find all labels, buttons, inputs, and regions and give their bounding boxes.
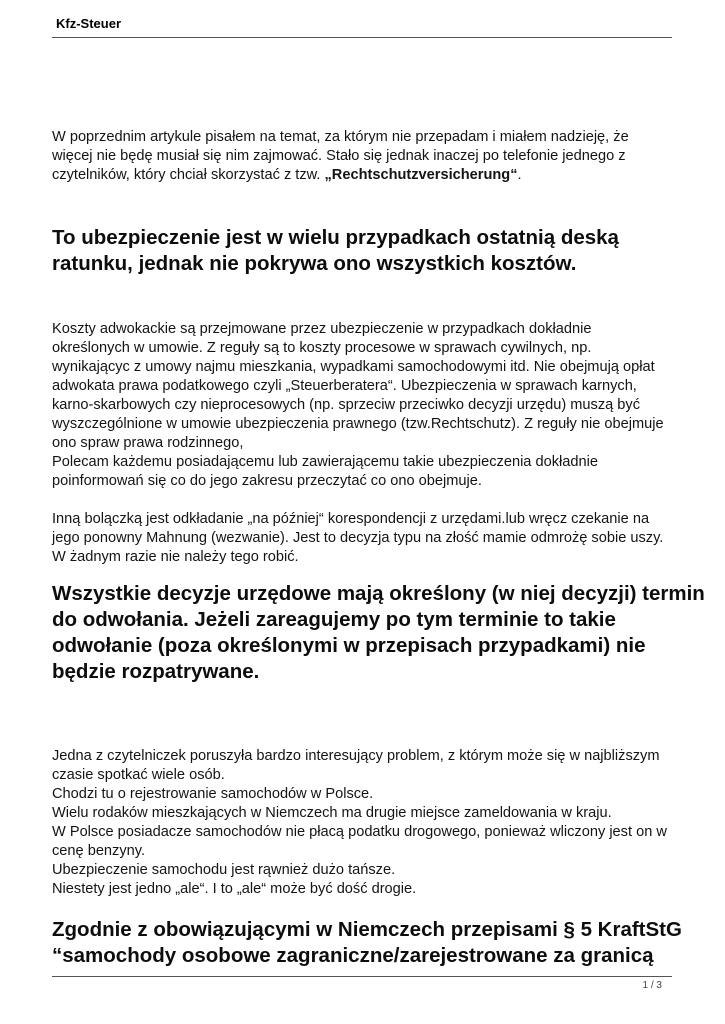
text-line: Inną bolączką jest odkładanie „na później“ korespondencji z urzędami.lub wręcz czekanie na [52,511,650,527]
text-line: W Polsce posiadacze samochodów nie płacą podatku drogowego, ponieważ wliczony jest on w [52,824,667,840]
text-line: karno-skarbowych czy nieprocesowych (np. sprzeciw przeciwko decyzji urzędu) muszą być [52,397,641,413]
section-heading [52,225,677,277]
heading-line: odwołanie (poza określonymi w przepisach przypadkami) nie [52,634,646,657]
text-line: Wielu rodaków mieszkających w Niemczech ma drugie miejsce zameldowania w kraju. [52,805,612,821]
costs-paragraph [52,320,677,491]
heading-line: “samochody osobowe zagraniczne/zarejestrowane za granicą [52,944,654,967]
text-line: Koszty adwokackie są przejmowane przez ubezpieczenie w przypadkach dokładnie [52,321,592,337]
intro-paragraph [52,128,677,185]
text-line: W żadnym razie nie należy tego robić. [52,549,299,565]
text-line: adwokata prawa podatkowego czyli „Steuerberatera“. Ubezpieczenia w sprawach karnych, [52,378,637,394]
text-line: Jedna z czytelniczek poruszyła bardzo interesujący problem, z którym może się w najbliższym [52,748,660,764]
emphasis-term: „Rechtschutzversicherung“ [324,167,518,183]
text-line: jego ponowny Mahnung (wezwanie). Jest to decyzja typu na złość mamie odmrożę sobie uszy. [52,530,664,546]
header-title: Kfz-Steuer [56,16,122,31]
text-line: czasie spotkać wiele osób. [52,767,225,783]
text-line: Niestety jest jedno „ale“. I to „ale“ może być dość drogie. [52,881,417,897]
heading-line: Zgodnie z obowiązującymi w Niemczech przepisami § 5 KraftStG [52,918,682,941]
page-number: 1 / 3 [642,980,662,991]
heading-line: będzie rozpatrywane. [52,660,260,683]
article-body [52,128,705,969]
text-line: wyszczególnione w umowie ubezpieczenia prawnego (tzw.Rechtschutz). Z reguły nie obejmuje [52,416,664,432]
text-segment: . [517,167,522,183]
heading-line: ratunku, jednak nie pokrywa ono wszystkich kosztów. [52,252,577,275]
text-line: wynikającyc z umowy najmu mieszkania, wypadkami samochodowymi itd. Nie obejmują opłat [52,359,655,375]
registration-paragraph [52,747,677,899]
text-segment: czytelników, który chciał skorzystać z tzw. [52,167,325,183]
heading-line: Wszystkie decyzje urzędowe mają określony (w niej decyzji) termin [52,582,705,605]
delay-paragraph [52,510,677,567]
text-line: Polecam każdemu posiadającemu lub zawierającemu takie ubezpieczenia dokładnie [52,454,598,470]
text-line: określonych w umowie. Z reguły są to koszty procesowe w sprawach cywilnych, np. [52,340,592,356]
text-line: poinformowań się co do jego zakresu przeczytać co ono obejmuje. [52,473,482,489]
heading-line: do odwołania. Jeżeli zareagujemy po tym terminie to takie [52,608,616,631]
section-heading [52,917,682,969]
text-line: W poprzednim artykule pisałem na temat, za którym nie przepadam i miałem nadzieję, że [52,129,629,145]
text-line [52,166,677,185]
text-line: więcej nie będę musiał się nim zajmować. Stało się jednak inaczej po telefonie jednego z [52,148,626,164]
page-footer [52,976,672,991]
text-line: Ubezpieczenie samochodu jest rąwnież dużo tańsze. [52,862,396,878]
text-line: Chodzi tu o rejestrowanie samochodów w Polsce. [52,786,374,802]
page-header [52,13,672,38]
heading-line: To ubezpieczenie jest w wielu przypadkach ostatnią deską [52,226,619,249]
text-line: ono spraw prawa rodzinnego, [52,435,244,451]
text-line: cenę benzyny. [52,843,146,859]
section-heading [52,581,705,685]
